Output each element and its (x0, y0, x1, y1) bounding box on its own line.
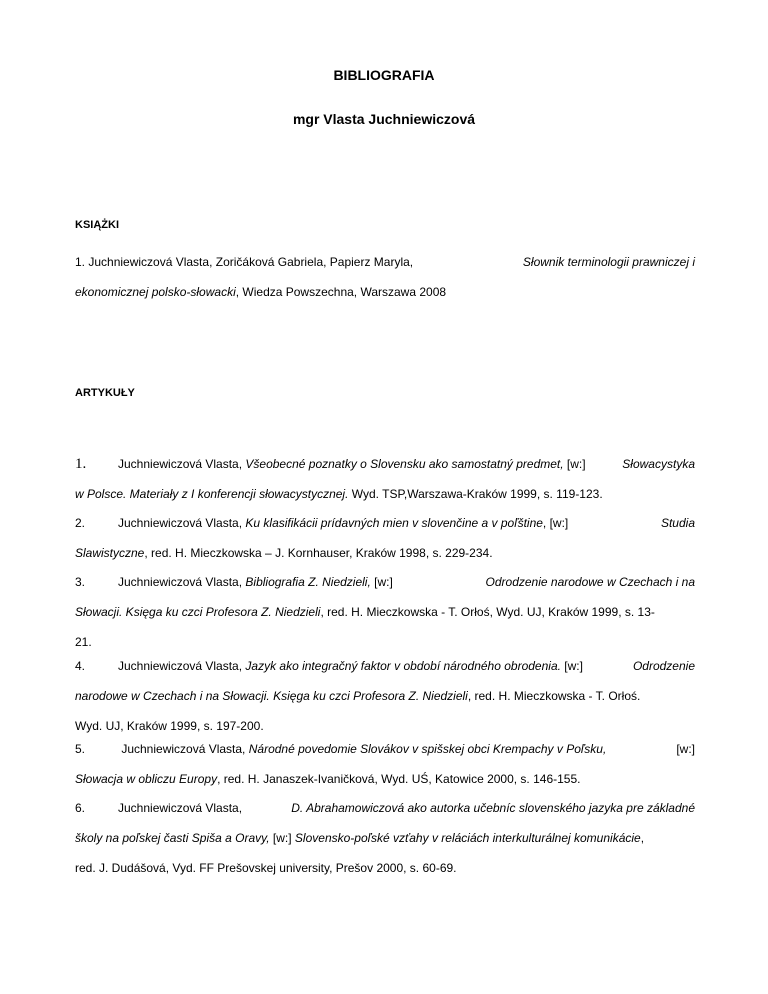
article-title-rest: školy na poľskej časti Spiša a Oravy, (75, 831, 270, 845)
article-line (75, 538, 695, 568)
article-author: Juchniewiczová Vlasta, (118, 801, 246, 815)
article-source-rest: Słowacji. Księga ku czci Profesora Z. Niedzieli (75, 605, 321, 619)
article-title: Národné povedomie Slovákov v spišskej obci Krempachy v Poľsku, (248, 742, 607, 756)
article-publication: , red. H. Janaszek-Ivaničková, Wyd. UŚ, Katowice 2000, s. 146-155. (217, 772, 581, 786)
article-line (75, 597, 695, 627)
article-title: Ku klasifikácii prídavných mien v slovenčine a v poľštine (245, 516, 543, 530)
article-source: Odrodzenie narodowe w Czechach i na (485, 575, 695, 589)
article-entry (75, 793, 695, 883)
article-author: Juchniewiczová Vlasta, (118, 659, 246, 673)
article-line (75, 793, 695, 823)
article-title: Bibliografia Z. Niedzieli, (245, 575, 371, 589)
article-number: 4. (75, 659, 86, 673)
article-line (75, 681, 695, 711)
article-entry (75, 567, 695, 657)
article-number: 6. (75, 801, 86, 815)
article-line (75, 823, 695, 853)
article-title: D. Abrahamowiczová ako autorka učebníc slovenského jazyka pre základné (291, 801, 695, 815)
article-line (75, 508, 695, 538)
article-publication: , red. H. Mieczkowska – J. Kornhauser, Kraków 1998, s. 229-234. (144, 546, 493, 560)
article-number: 5. (75, 742, 86, 756)
book-entry-line-2 (75, 277, 695, 307)
article-source-rest: Slawistyczne (75, 546, 145, 560)
article-line: 21. (75, 635, 92, 649)
articles-heading: ARTYKUŁY (75, 387, 135, 399)
article-source-rest: Słowacja w obliczu Europy (75, 772, 218, 786)
article-entry (75, 508, 695, 568)
book-entry-1 (75, 247, 695, 307)
article-in: [w:] (560, 659, 587, 673)
article-in: [w:] (563, 457, 589, 471)
books-heading: KSIĄŻKI (75, 219, 119, 231)
article-source-rest: narodowe w Czechach i na Słowacji. Księga ku czci Profesora Z. Niedzieli (75, 689, 468, 703)
article-source: Słowacystyka (622, 457, 695, 471)
author-name: mgr Vlasta Juchniewiczová (292, 111, 476, 127)
article-in: [w:] (269, 831, 295, 845)
article-source: Odrodzenie (632, 659, 695, 673)
article-line (75, 567, 695, 597)
document-title: BIBLIOGRAFIA (333, 67, 435, 83)
article-line (75, 764, 695, 794)
book-entry-line-1 (75, 247, 695, 277)
article-line (75, 479, 695, 509)
article-author: Juchniewiczová Vlasta, (118, 516, 246, 530)
article-number: 2. (75, 516, 86, 530)
article-title: Všeobecné poznatky o Slovensku ako samostatný predmet, (245, 457, 564, 471)
book-publisher: , Wiedza Powszechna, Warszawa 2008 (235, 285, 447, 299)
article-in: [w:] (370, 575, 400, 589)
article-publication: , red. H. Mieczkowska - T. Orłoś. (467, 689, 641, 703)
article-author: Juchniewiczová Vlasta, (118, 575, 246, 589)
article-author: Juchniewiczová Vlasta, (118, 457, 246, 471)
article-entry (75, 734, 695, 794)
article-line: red. J. Dudášová, Vyd. FF Prešovskej university, Prešov 2000, s. 60-69. (75, 861, 457, 875)
article-source: Slovensko-poľské vzťahy v reláciách interkulturálnej komunikácie (294, 831, 641, 845)
article-in: [w:] (672, 742, 695, 756)
punctuation: , (640, 831, 645, 845)
article-line (75, 449, 695, 479)
article-source: Studia (660, 516, 695, 530)
article-publication: Wyd. TSP,Warszawa-Kraków 1999, s. 119-123. (348, 487, 603, 501)
book-title-rest: ekonomicznej polsko-słowacki (75, 285, 236, 299)
article-in: , [w:] (542, 516, 572, 530)
book-title-part: Słownik terminologii prawniczej i (522, 255, 695, 269)
article-source-rest: w Polsce. Materiały z I konferencji słowacystycznej. (75, 487, 349, 501)
article-line (75, 651, 695, 681)
article-line (75, 734, 695, 764)
article-author: Juchniewiczová Vlasta, (118, 742, 249, 756)
article-number: 1. (75, 456, 87, 472)
article-number: 3. (75, 575, 86, 589)
article-entry (75, 449, 695, 509)
article-publication: , red. H. Mieczkowska - T. Orłoś, Wyd. UJ, Kraków 1999, s. 13- (320, 605, 655, 619)
article-line: Wyd. UJ, Kraków 1999, s. 197-200. (75, 719, 264, 733)
article-entry (75, 651, 695, 741)
book-authors: 1. Juchniewiczová Vlasta, Zoričáková Gabriela, Papierz Maryla, (75, 255, 417, 269)
article-title: Jazyk ako integračný faktor v období národného obrodenia. (245, 659, 561, 673)
